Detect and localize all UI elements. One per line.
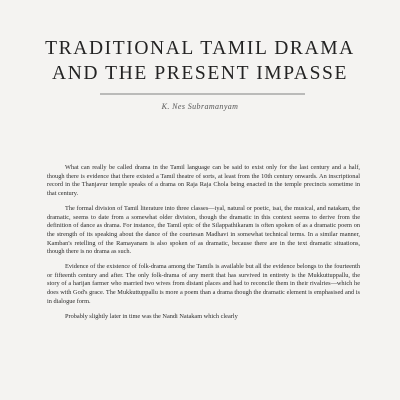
- body-paragraph-3: Evidence of the existence of folk-drama among the Tamils is available but all the evidence belongs to the fourteenth or fifteenth century and after. The only folk-drama of any merit that has survived in entirety is the Mukkuttuppallu, the story of a harijan farmer who married two wives from distant places and had to reconcile them in their rivalries—which he does with God's grace. The Mukkuttuppallu is more a poem than a drama though the dramatic element is emphasised and is in dialogue form.: [47, 263, 360, 305]
- body-paragraph-4: Probably slightly later in time was the Nandi Natakam which clearly: [65, 312, 238, 320]
- article-body: [47, 164, 360, 327]
- article-title-line-2: AND THE PRESENT IMPASSE: [52, 63, 348, 84]
- body-paragraph-1: What can really be called drama in the Tamil language can be said to exist only for the last century and a half, though there is evidence that there existed a Tamil theatre of sorts, at least from the 10th century onwards. An inscriptional record in the Thanjavur temple speaks of a drama on Raja Raja Chola being enacted in the temple precincts sometime in that century.: [47, 164, 360, 198]
- body-paragraph-2: The formal division of Tamil literature into three classes—iyal, natural or poetic, isai, the musical, and natakam, the dramatic, seems to date from a somewhat older division, though the dramatic in this context seems to derive from the definition of dance as drama. For instance, the Tamil epic of the Silappathikaram is often spoken of as a dramatic poem on the strength of its speaking about the dance of the courtesan Madhavi in somewhat technical terms. In a similar manner, Kamban's retelling of the Ramayanam is also spoken of as dramatic, because there are in the text dramatic situations, though there is no drama as such.: [47, 204, 360, 256]
- author-byline: K. Nes Subramanyam: [161, 102, 239, 111]
- title-divider: [100, 93, 305, 95]
- article-title-line-1: TRADITIONAL TAMIL DRAMA: [45, 38, 355, 59]
